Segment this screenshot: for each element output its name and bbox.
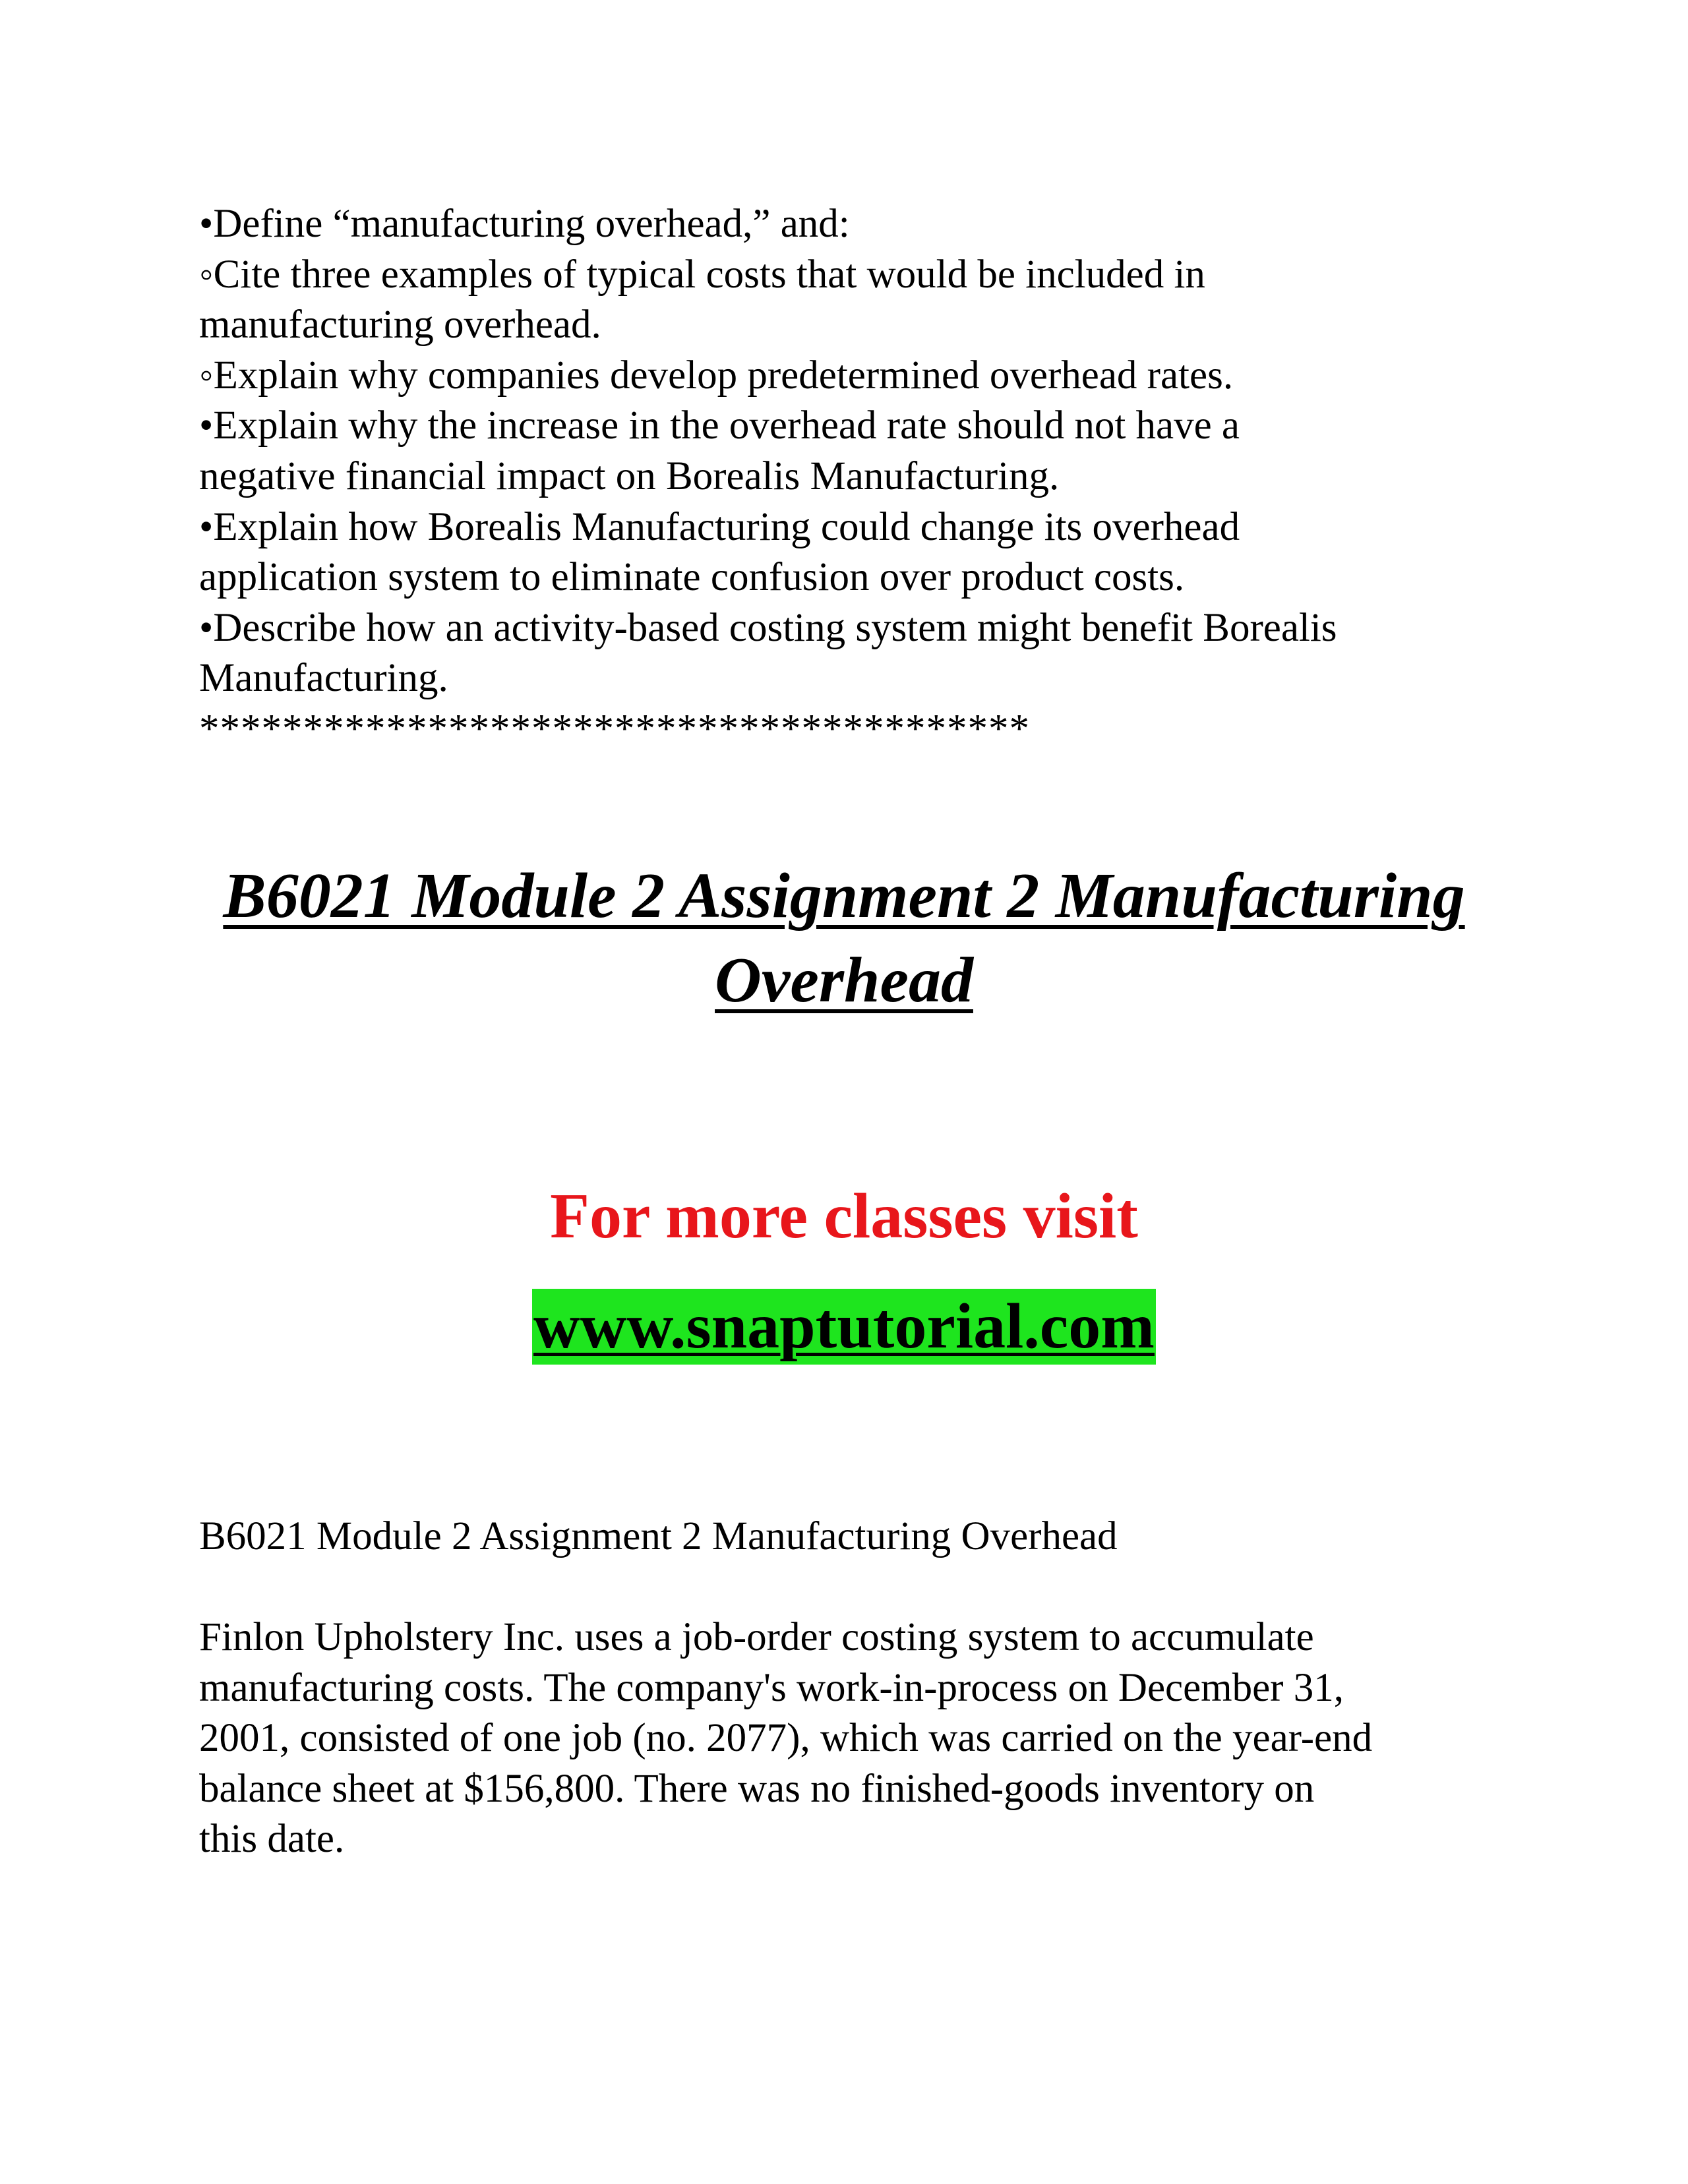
list-item: ◦Cite three examples of typical costs that would be included in: [199, 252, 1205, 297]
promo-link[interactable]: www.snaptutorial.com: [532, 1289, 1156, 1365]
list-item: •Define “manufacturing overhead,” and:: [199, 202, 850, 246]
body-line: 2001, consisted of one job (no. 2077), which was carried on the year-end: [199, 1716, 1373, 1761]
document-title: [199, 1512, 1531, 1562]
list-item: Manufacturing.: [199, 656, 448, 701]
body-line: this date.: [199, 1817, 345, 1862]
page-title-line-1: B6021 Module 2 Assignment 2 Manufacturing: [223, 860, 1465, 931]
list-item: negative financial impact on Borealis Manufacturing.: [199, 454, 1060, 498]
list-item: •Describe how an activity-based costing system might benefit Borealis: [199, 605, 1337, 650]
body-line: balance sheet at $156,800. There was no finished-goods inventory on: [199, 1766, 1315, 1811]
body-line: Finlon Upholstery Inc. uses a job-order costing system to accumulate: [199, 1615, 1314, 1659]
list-item: •Explain why the increase in the overhead rate should not have a: [199, 403, 1240, 448]
page-title-line-2: Overhead: [715, 945, 973, 1016]
document-title-text: B6021 Module 2 Assignment 2 Manufacturing Overhead: [199, 1514, 1118, 1558]
body-line: manufacturing costs. The company's work-in-process on December 31,: [199, 1665, 1344, 1710]
intro-question-list: [199, 199, 1531, 755]
promo-text: For more classes visit: [550, 1181, 1138, 1252]
list-item: •Explain how Borealis Manufacturing could change its overhead: [199, 504, 1240, 549]
document-body: [199, 1612, 1531, 1865]
page-title: [0, 854, 1688, 1022]
list-item: application system to eliminate confusion over product costs.: [199, 555, 1185, 600]
list-item: manufacturing overhead.: [199, 303, 601, 347]
list-item: ◦Explain why companies develop predetermined overhead rates.: [199, 353, 1234, 398]
promo-link-container: [0, 1289, 1688, 1365]
asterisk-separator: ****************************************: [199, 706, 1030, 751]
